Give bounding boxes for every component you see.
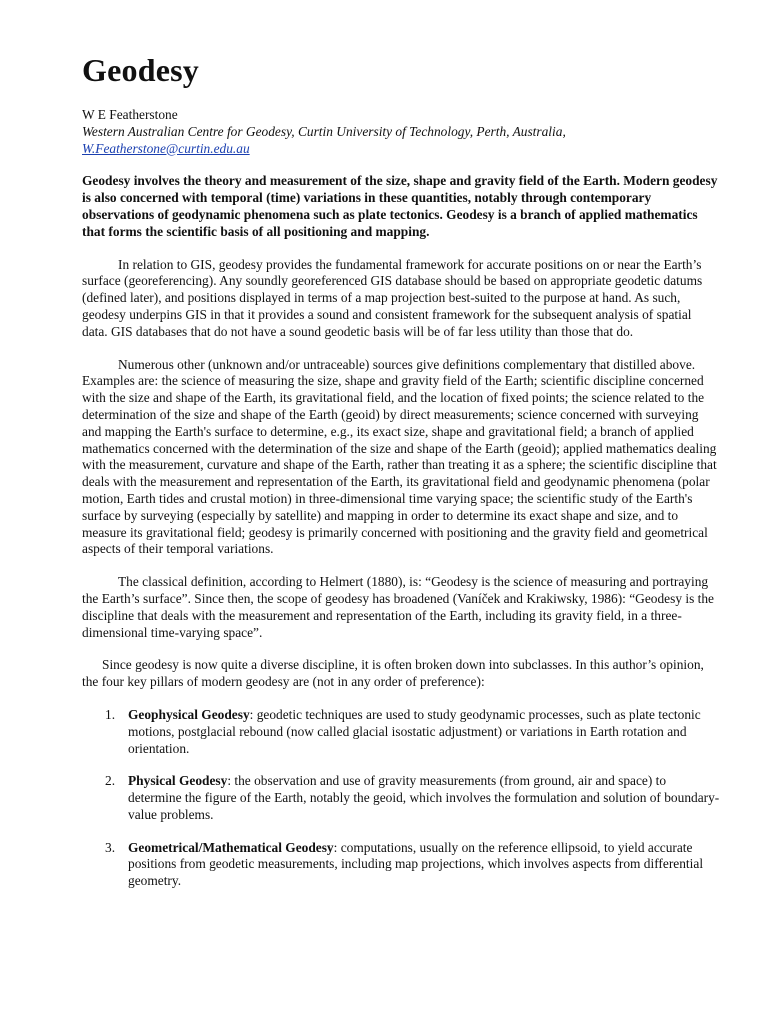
- list-item-term: Geophysical Geodesy: [128, 706, 250, 722]
- list-item-term: Geometrical/Mathematical Geodesy: [128, 839, 334, 855]
- author-email-line: [82, 141, 720, 158]
- paragraph-gis: In relation to GIS, geodesy provides the fundamental framework for accurate positions on or near the Earth’s surface (georeferencing). Any soundly georeferenced GIS database should be based on appropriate geodetic datums (defined later), and positions displayed in terms of a map projection best-suited to the purpose at hand. As such, geodesy underpins GIS in that it provides a sound and consistent framework for the subsequent analysis of spatial data. GIS databases that do not have a sound geodetic basis will be of far less utility than those that do.: [82, 256, 703, 339]
- document-page: [82, 50, 720, 906]
- list-item-text: : geodetic techniques are used to study geodynamic processes, such as plate tectonic motions, postglacial rebound (now called glacial isostatic adjustment) or variations in Earth rotation and orientation.: [128, 706, 701, 756]
- list-item-text: : the observation and use of gravity measurements (from ground, air and space) to determine the figure of the Earth, notably the geoid, which involves the formulation and solution of boundary-value problems.: [128, 773, 720, 822]
- author-email-link[interactable]: W.Featherstone@curtin.edu.au: [82, 140, 250, 156]
- paragraph-definitions: Numerous other (unknown and/or untraceable) sources give definitions complementary that distilled above. Examples are: the science of measuring the size, shape and gravity field of the Earth; scientific discipline concerned with the size and shape of the Earth, its gravitational field, and the location of fixed points; the science related to the determination of the size and shape of the Earth (geoid) by direct measurements; science concerned with surveying and mapping the Earth's surface to determine, e.g., its exact size, shape and gravitational field; a branch of applied mathematics concerned with the determination of the size and shape of the Earth (geoid); applied mathematics dealing with the measurement, curvature and shape of the Earth, rather than treating it as a sphere; the scientific discipline that deals with the measurement and representation of the Earth, its gravitational field and geodynamic phenomena (polar motion, Earth tides and crustal motion) in three-dimensional time varying space; the scientific study of the Earth's surface by surveying (especially by satellite) and mapping in order to determine its exact shape and size, and to measure its gravitational field; geodesy is primarily concerned with positioning and the gravity field and geometrical aspects of their temporal variations.: [82, 356, 717, 557]
- document-title: Geodesy: [82, 52, 199, 88]
- list-item-number: 2.: [105, 773, 116, 789]
- abstract: Geodesy involves the theory and measurement of the size, shape and gravity field of the Earth. Modern geodesy is also concerned with temporal (time) variations in these quantities, notably through contemporary observations of geodynamic phenomena such as plate tectonics. Geodesy is a branch of applied mathematics that forms the scientific basis of all positioning and mapping.: [82, 173, 718, 239]
- author-affiliation: Western Australian Centre for Geodesy, Curtin University of Technology, Perth, Australia,: [82, 123, 566, 139]
- pillars-list: [82, 707, 720, 890]
- list-item: [82, 840, 720, 890]
- author-name: W E Featherstone: [82, 107, 178, 122]
- list-item-term: Physical Geodesy: [128, 773, 228, 789]
- list-item: [82, 707, 720, 757]
- list-item: [82, 773, 720, 823]
- list-item-text: : computations, usually on the reference ellipsoid, to yield accurate positions from geodetic measurements, including map projections, which involves aspects from differential geometry.: [128, 839, 704, 889]
- list-item-number: 3.: [105, 839, 116, 855]
- paragraph-subclasses: Since geodesy is now quite a diverse discipline, it is often broken down into subclasses. In this author’s opinion, the four key pillars of modern geodesy are (not in any order of preference):: [82, 657, 704, 690]
- paragraph-helmert: The classical definition, according to Helmert (1880), is: “Geodesy is the science of measuring and portraying the Earth’s surface”. Since then, the scope of geodesy has broadened (Vaníček and Krakiwsky, 1986): “Geodesy is the discipline that deals with the measurement and representation of the Earth, including its gravity field, in a three-dimensional time-varying space”.: [82, 574, 714, 640]
- list-item-number: 1.: [105, 706, 116, 722]
